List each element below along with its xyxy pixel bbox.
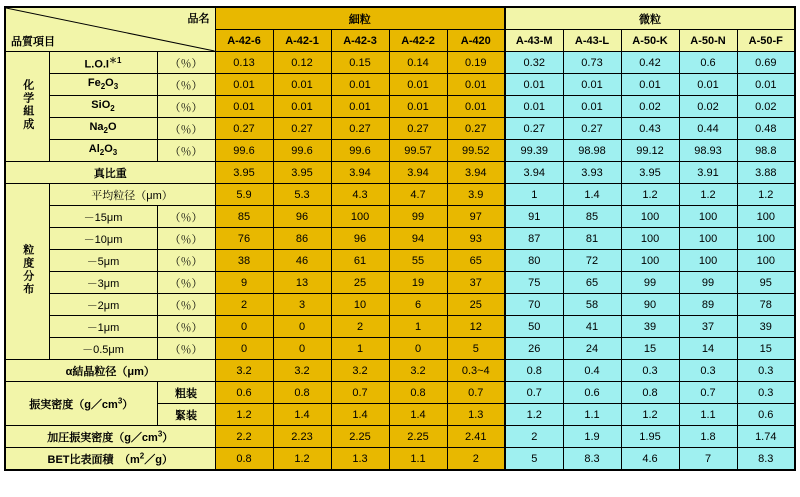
row-unit: （％） <box>157 272 215 294</box>
cell: 1.3 <box>331 448 389 471</box>
column-header: A-42-3 <box>331 30 389 52</box>
cell: 14 <box>679 338 737 360</box>
cell: 0.3 <box>621 360 679 382</box>
cell: 15 <box>737 338 795 360</box>
table-row <box>5 228 795 250</box>
cell: 2.23 <box>273 426 331 448</box>
row-label: －15μm <box>49 206 157 228</box>
cell: 2 <box>215 294 273 316</box>
cell: 1.2 <box>679 184 737 206</box>
row-label: －1μm <box>49 316 157 338</box>
cell: 0 <box>273 316 331 338</box>
cell: 50 <box>505 316 563 338</box>
cell: 99.6 <box>215 140 273 162</box>
cell: 2 <box>505 426 563 448</box>
cell: 46 <box>273 250 331 272</box>
cell: 2.41 <box>447 426 505 448</box>
cell: 65 <box>447 250 505 272</box>
cell: 0.01 <box>273 96 331 118</box>
row-unit: （％） <box>157 294 215 316</box>
cell: 0.01 <box>331 74 389 96</box>
cell: 25 <box>447 294 505 316</box>
cell: 87 <box>505 228 563 250</box>
table-row <box>5 118 795 140</box>
cell: 6 <box>389 294 447 316</box>
table-row <box>5 316 795 338</box>
cell: 1.2 <box>215 404 273 426</box>
cell: 65 <box>563 272 621 294</box>
cell: 5.3 <box>273 184 331 206</box>
cell: 41 <box>563 316 621 338</box>
cell: 61 <box>331 250 389 272</box>
table-row <box>5 74 795 96</box>
row-label: $Al_2O_3$ <box>49 140 157 162</box>
specification-table <box>4 6 796 471</box>
cell: 0 <box>215 316 273 338</box>
cell: 0.7 <box>447 382 505 404</box>
cell: 0.14 <box>389 52 447 74</box>
cell: 100 <box>679 228 737 250</box>
cell: 1 <box>331 338 389 360</box>
cell: 0.02 <box>737 96 795 118</box>
cell: 0.19 <box>447 52 505 74</box>
cell: 89 <box>679 294 737 316</box>
cell: 0.8 <box>273 382 331 404</box>
column-header: A-50-F <box>737 30 795 52</box>
table-row <box>5 426 795 448</box>
cell: 0.27 <box>215 118 273 140</box>
cell: 99 <box>389 206 447 228</box>
cell: 0.02 <box>621 96 679 118</box>
cell: 0.7 <box>505 382 563 404</box>
cell: 5.9 <box>215 184 273 206</box>
cell: 0.27 <box>331 118 389 140</box>
table-row <box>5 250 795 272</box>
cell: 3.95 <box>215 162 273 184</box>
cell: 0.01 <box>215 74 273 96</box>
cell: 25 <box>331 272 389 294</box>
cell: 26 <box>505 338 563 360</box>
group-header-fine: 細粒 <box>215 7 505 30</box>
cell: 3.2 <box>389 360 447 382</box>
cell: 0.15 <box>331 52 389 74</box>
cell: 58 <box>563 294 621 316</box>
cell: 0.27 <box>447 118 505 140</box>
table-row <box>5 294 795 316</box>
cell: 37 <box>447 272 505 294</box>
cell: 2.25 <box>331 426 389 448</box>
row-label-alpha-crystal: α結晶粒径（μm） <box>5 360 215 382</box>
cell: 0.3 <box>737 382 795 404</box>
cell: 95 <box>737 272 795 294</box>
cell: 85 <box>563 206 621 228</box>
cell: 1.4 <box>331 404 389 426</box>
cell: 98.93 <box>679 140 737 162</box>
cell: 1.4 <box>273 404 331 426</box>
cell: 99.12 <box>621 140 679 162</box>
cell: 1.2 <box>505 404 563 426</box>
cell: 99 <box>679 272 737 294</box>
cell: 0.01 <box>331 96 389 118</box>
cell: 99.6 <box>273 140 331 162</box>
cell: 3.2 <box>273 360 331 382</box>
column-header: A-42-2 <box>389 30 447 52</box>
table-row <box>5 360 795 382</box>
cell: 39 <box>737 316 795 338</box>
cell: 0.7 <box>331 382 389 404</box>
cell: 10 <box>331 294 389 316</box>
cell: 4.7 <box>389 184 447 206</box>
cell: 1.8 <box>679 426 737 448</box>
cell: 55 <box>389 250 447 272</box>
cell: 0.01 <box>447 96 505 118</box>
cell: 100 <box>621 206 679 228</box>
table-row <box>5 448 795 471</box>
cell: 1.1 <box>679 404 737 426</box>
cell: 0.69 <box>737 52 795 74</box>
cell: 0.27 <box>273 118 331 140</box>
column-header: A-42-6 <box>215 30 273 52</box>
cell: 0.6 <box>679 52 737 74</box>
table-header-group-row <box>5 7 795 30</box>
cell: 99.52 <box>447 140 505 162</box>
cell: 15 <box>621 338 679 360</box>
column-header: A-43-L <box>563 30 621 52</box>
cell: 93 <box>447 228 505 250</box>
cell: 0.01 <box>505 96 563 118</box>
row-label: －2μm <box>49 294 157 316</box>
cell: 1 <box>389 316 447 338</box>
cell: 0.4 <box>563 360 621 382</box>
corner-label-bottom: 品質項目 <box>11 36 55 48</box>
cell: 5 <box>505 448 563 471</box>
cell: 1.95 <box>621 426 679 448</box>
cell: 100 <box>737 250 795 272</box>
cell: 0.32 <box>505 52 563 74</box>
cell: 0.6 <box>215 382 273 404</box>
cell: 1 <box>505 184 563 206</box>
cell: 3.95 <box>273 162 331 184</box>
cell: 100 <box>621 228 679 250</box>
cell: 0.8 <box>215 448 273 471</box>
cell: 0.02 <box>679 96 737 118</box>
cell: 72 <box>563 250 621 272</box>
cell: 3.88 <box>737 162 795 184</box>
table-row <box>5 338 795 360</box>
cell: 3.94 <box>447 162 505 184</box>
cell: 3.91 <box>679 162 737 184</box>
row-unit: （％） <box>157 228 215 250</box>
row-label: $Fe_2O_3$ <box>49 74 157 96</box>
column-header: A-50-N <box>679 30 737 52</box>
corner-cell <box>5 7 215 52</box>
cell: 3.94 <box>331 162 389 184</box>
cell: 0.27 <box>563 118 621 140</box>
cell: 0.3 <box>679 360 737 382</box>
row-unit: （％） <box>157 316 215 338</box>
table-row <box>5 184 795 206</box>
cell: 7 <box>679 448 737 471</box>
cell: 81 <box>563 228 621 250</box>
cell: 3.2 <box>215 360 273 382</box>
cell: 0.01 <box>505 74 563 96</box>
cell: 96 <box>331 228 389 250</box>
row-label: $Na_2O$ <box>49 118 157 140</box>
cell: 1.4 <box>563 184 621 206</box>
column-header: A-42-1 <box>273 30 331 52</box>
cell: 100 <box>679 250 737 272</box>
column-header: A-43-M <box>505 30 563 52</box>
cell: 76 <box>215 228 273 250</box>
cell: 85 <box>215 206 273 228</box>
cell: 90 <box>621 294 679 316</box>
cell: 0.6 <box>563 382 621 404</box>
cell: 0.12 <box>273 52 331 74</box>
cell: 5 <box>447 338 505 360</box>
cell: 0.3 <box>737 360 795 382</box>
cell: 0.01 <box>389 74 447 96</box>
cell: 12 <box>447 316 505 338</box>
cell: 2 <box>331 316 389 338</box>
cell: 1.1 <box>389 448 447 471</box>
row-unit: （％） <box>157 338 215 360</box>
corner-label-top: 品名 <box>187 13 210 25</box>
cell: 0 <box>389 338 447 360</box>
cell: 99 <box>621 272 679 294</box>
row-unit: （％） <box>157 118 215 140</box>
cell: 2.2 <box>215 426 273 448</box>
cell: 99.39 <box>505 140 563 162</box>
cell: 3.94 <box>505 162 563 184</box>
row-label: －0.5μm <box>49 338 157 360</box>
cell: 0.01 <box>621 74 679 96</box>
row-label: $L.O.I^{*1}$ <box>49 52 157 74</box>
cell: 86 <box>273 228 331 250</box>
cell: 0.01 <box>563 74 621 96</box>
cell: 13 <box>273 272 331 294</box>
cell: 0.42 <box>621 52 679 74</box>
table-row <box>5 96 795 118</box>
cell: 75 <box>505 272 563 294</box>
cell: 0.43 <box>621 118 679 140</box>
cell: 37 <box>679 316 737 338</box>
row-group-label-chemical: 化学組成 <box>5 52 49 162</box>
table-row <box>5 162 795 184</box>
cell: 0.73 <box>563 52 621 74</box>
cell: 99.6 <box>331 140 389 162</box>
cell: 3 <box>273 294 331 316</box>
row-label: SiO$_2$ <box>49 96 157 118</box>
cell: 0.6 <box>737 404 795 426</box>
column-header: A-50-K <box>621 30 679 52</box>
row-sublabel: 粗装 <box>157 382 215 404</box>
cell: 8.3 <box>737 448 795 471</box>
cell: 100 <box>737 206 795 228</box>
cell: 1.2 <box>273 448 331 471</box>
row-unit: （％） <box>157 206 215 228</box>
row-label-true-density: 真比重 <box>5 162 215 184</box>
cell: 8.3 <box>563 448 621 471</box>
cell: 4.6 <box>621 448 679 471</box>
cell: 1.3 <box>447 404 505 426</box>
cell: 0.8 <box>621 382 679 404</box>
cell: 4.3 <box>331 184 389 206</box>
cell: 0.01 <box>563 96 621 118</box>
cell: 1.2 <box>621 184 679 206</box>
cell: 100 <box>621 250 679 272</box>
cell: 19 <box>389 272 447 294</box>
row-label: －5μm <box>49 250 157 272</box>
table-row <box>5 382 795 404</box>
cell: 0.48 <box>737 118 795 140</box>
cell: 0.27 <box>389 118 447 140</box>
cell: 100 <box>679 206 737 228</box>
row-label-pressed-tap-density: 加圧振実密度$(g/cm^3)$ <box>5 426 215 448</box>
row-unit: （％） <box>157 140 215 162</box>
cell: 1.9 <box>563 426 621 448</box>
cell: 78 <box>737 294 795 316</box>
cell: 3.9 <box>447 184 505 206</box>
cell: 38 <box>215 250 273 272</box>
cell: 80 <box>505 250 563 272</box>
cell: 0.8 <box>505 360 563 382</box>
row-group-label-distribution: 粒度分布 <box>5 184 49 360</box>
cell: 91 <box>505 206 563 228</box>
row-label-bet-surface-area: BET比表面積 $(m^2/g)$ <box>5 448 215 471</box>
row-unit: （％） <box>157 96 215 118</box>
row-label: －3μm <box>49 272 157 294</box>
cell: 0.01 <box>389 96 447 118</box>
cell: 1.1 <box>563 404 621 426</box>
cell: 0.01 <box>215 96 273 118</box>
table-row <box>5 140 795 162</box>
cell: 0.01 <box>737 74 795 96</box>
cell: 2.25 <box>389 426 447 448</box>
cell: 94 <box>389 228 447 250</box>
cell: 0 <box>273 338 331 360</box>
cell: 1.2 <box>737 184 795 206</box>
row-unit: （％） <box>157 250 215 272</box>
cell: 0.8 <box>389 382 447 404</box>
row-unit: （％） <box>157 74 215 96</box>
cell: 98.98 <box>563 140 621 162</box>
table-row <box>5 52 795 74</box>
cell: 0.44 <box>679 118 737 140</box>
cell: 0 <box>215 338 273 360</box>
cell: 3.93 <box>563 162 621 184</box>
cell: 0.13 <box>215 52 273 74</box>
cell: 0.01 <box>447 74 505 96</box>
cell: 1.4 <box>389 404 447 426</box>
cell: 0.7 <box>679 382 737 404</box>
cell: 3.95 <box>621 162 679 184</box>
table-row <box>5 206 795 228</box>
group-header-micro: 微粒 <box>505 7 795 30</box>
row-sublabel: 緊装 <box>157 404 215 426</box>
cell: 100 <box>331 206 389 228</box>
column-header: A-420 <box>447 30 505 52</box>
cell: 98.8 <box>737 140 795 162</box>
cell: 1.2 <box>621 404 679 426</box>
row-unit: （％） <box>157 52 215 74</box>
cell: 70 <box>505 294 563 316</box>
cell: 0.27 <box>505 118 563 140</box>
cell: 0.01 <box>273 74 331 96</box>
cell: 99.57 <box>389 140 447 162</box>
cell: 39 <box>621 316 679 338</box>
cell: 0.01 <box>679 74 737 96</box>
row-label-tap-density: 振実密度$(g/cm^3)$ <box>5 382 157 426</box>
cell: 3.94 <box>389 162 447 184</box>
cell: 2 <box>447 448 505 471</box>
row-label: 平均粒径（μm） <box>49 184 215 206</box>
cell: 0.3~4 <box>447 360 505 382</box>
cell: 1.74 <box>737 426 795 448</box>
cell: 3.2 <box>331 360 389 382</box>
table-row <box>5 272 795 294</box>
cell: 96 <box>273 206 331 228</box>
cell: 9 <box>215 272 273 294</box>
cell: 97 <box>447 206 505 228</box>
cell: 100 <box>737 228 795 250</box>
row-label: －10μm <box>49 228 157 250</box>
cell: 24 <box>563 338 621 360</box>
